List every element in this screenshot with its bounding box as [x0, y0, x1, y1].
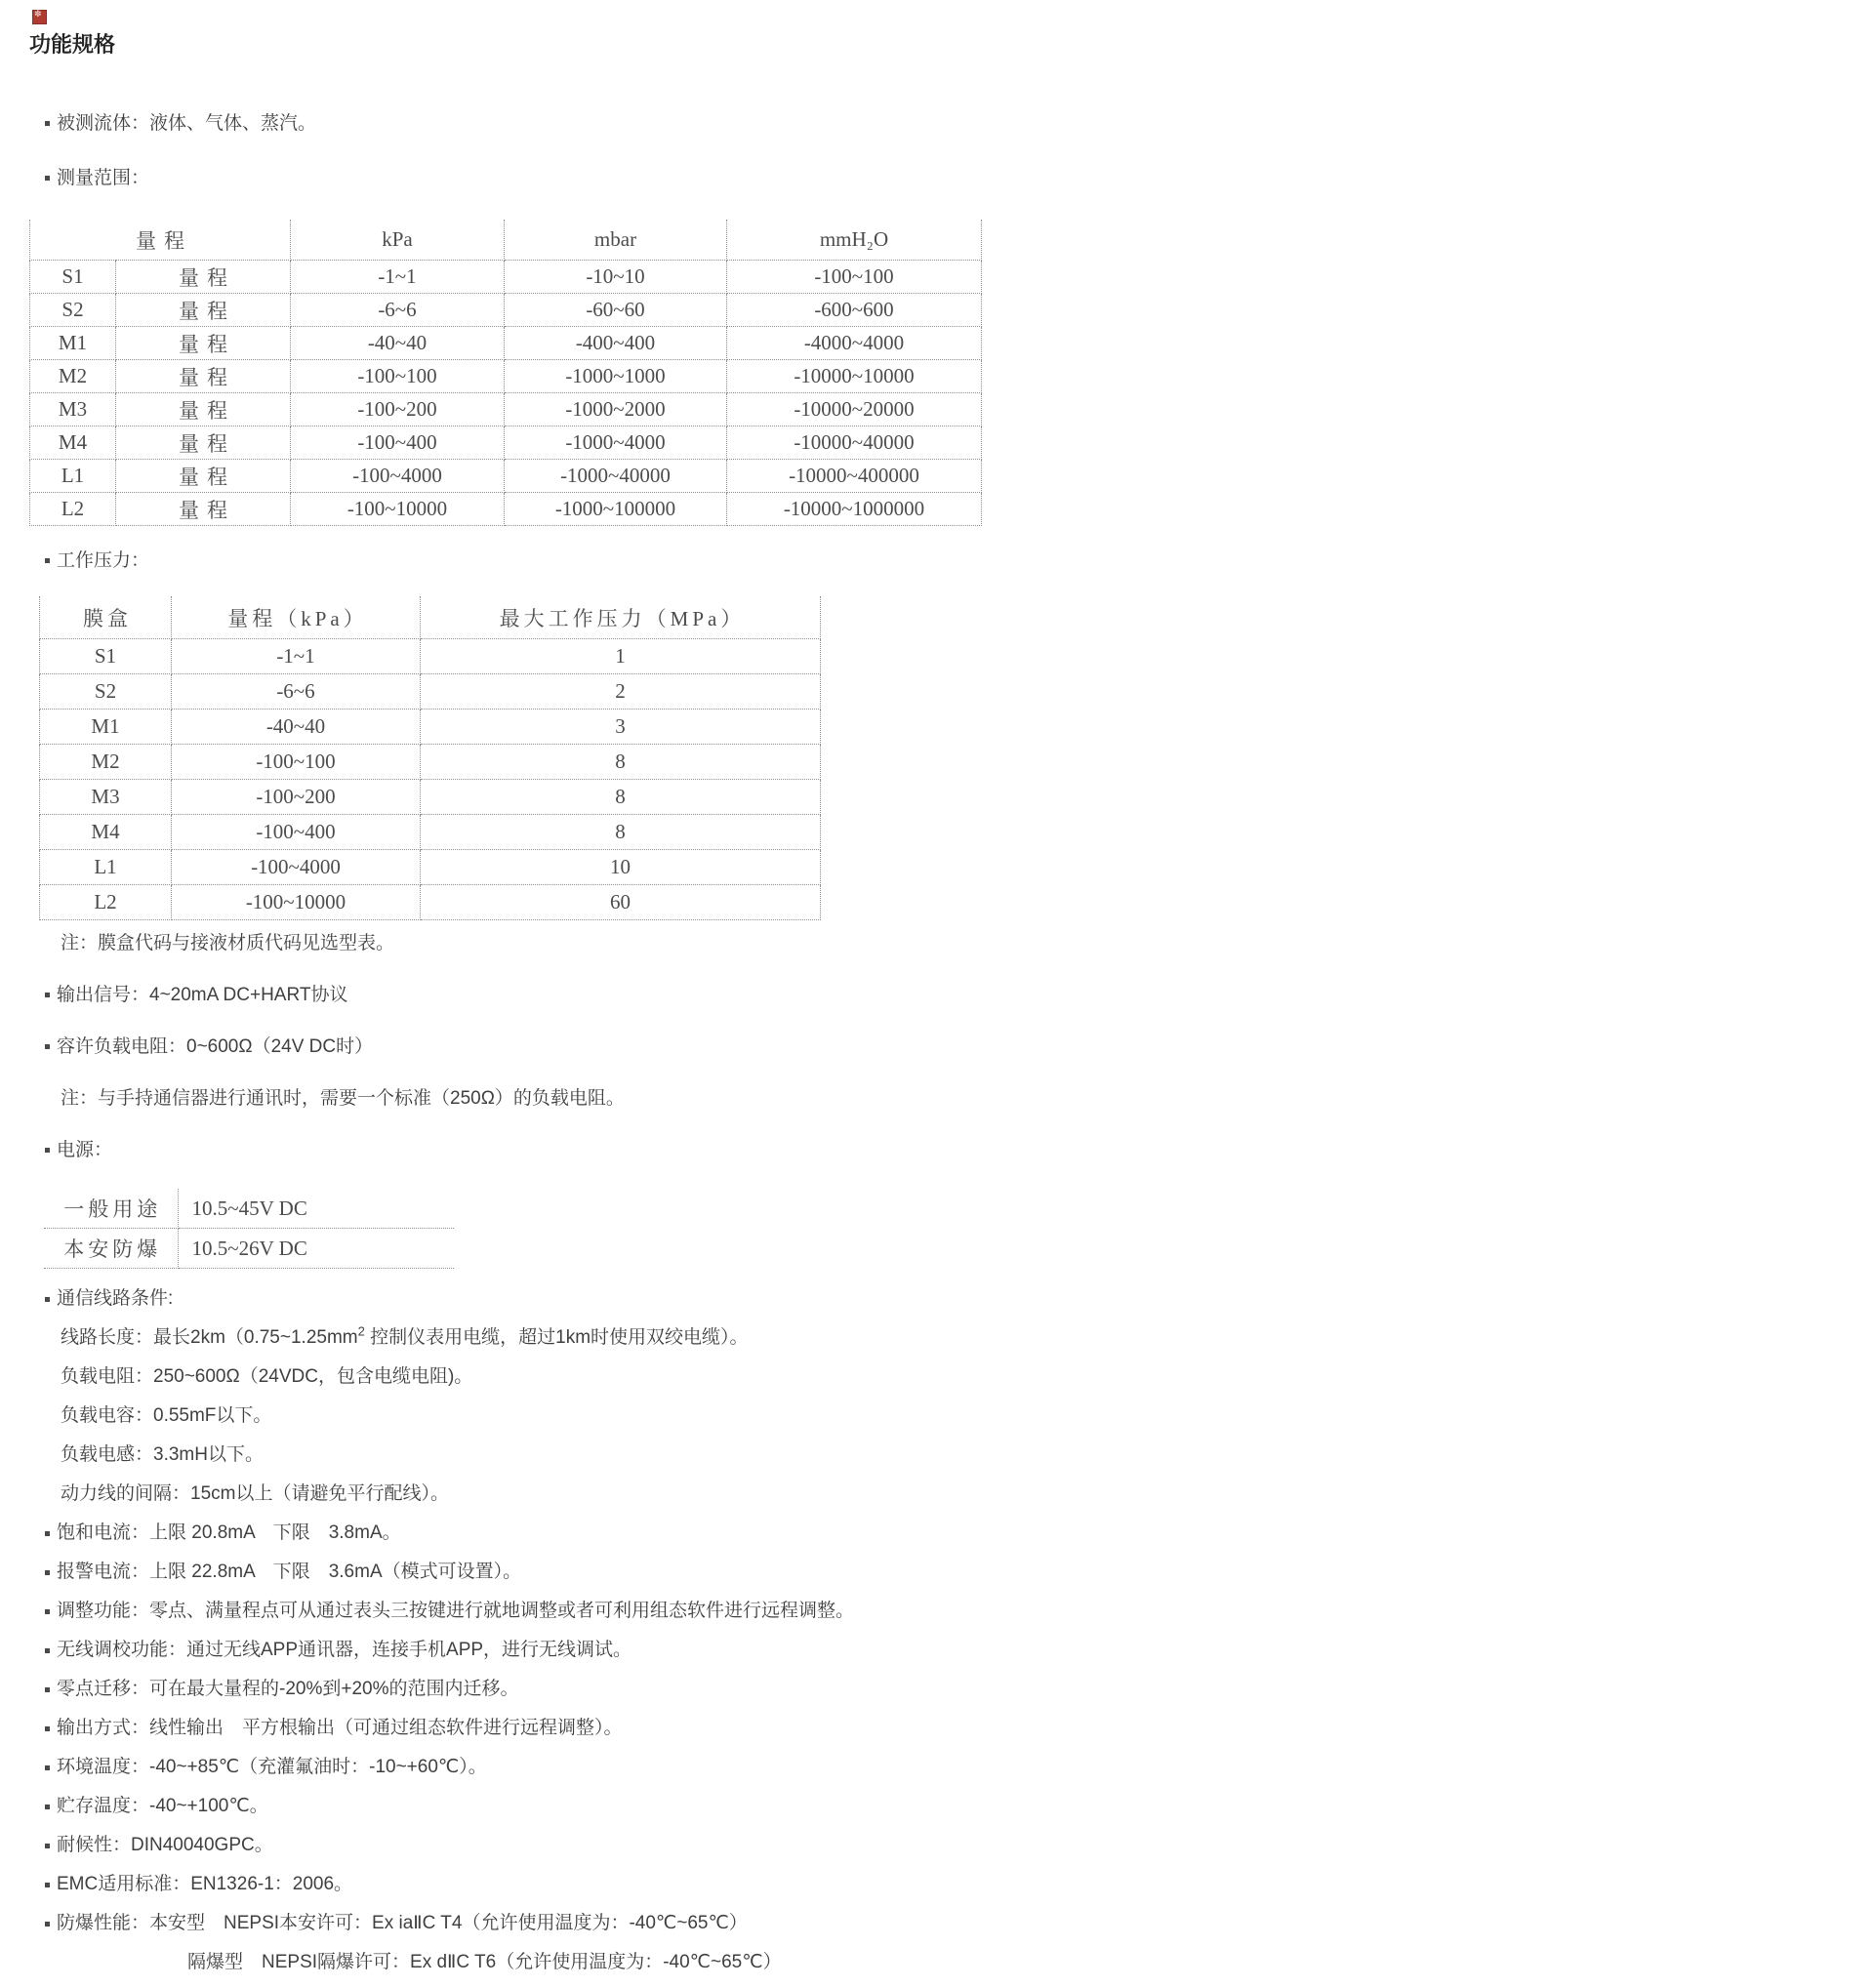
- table-cell: S1: [30, 261, 116, 294]
- table-cell: -100~4000: [291, 460, 505, 493]
- table-cell: -600~600: [727, 294, 982, 327]
- bullet-line: 测量范围：: [29, 165, 1874, 192]
- table-cell: 8: [421, 815, 821, 850]
- table-cell: L2: [30, 493, 116, 526]
- table-row: [30, 460, 982, 493]
- table-row: [30, 393, 982, 426]
- table-row: [44, 1189, 454, 1229]
- table-row: [40, 780, 821, 815]
- bullet-line: 容许负载电阻：0~600Ω（24V DC时）: [29, 1034, 1874, 1060]
- table-cell: 2: [421, 674, 821, 710]
- bullet-line: 饱和电流：上限 20.8mA 下限 3.8mA。: [29, 1521, 1874, 1546]
- table-row: [40, 815, 821, 850]
- table-cell: -60~60: [505, 294, 727, 327]
- table-cell: M3: [40, 780, 172, 815]
- power-table-body: [44, 1189, 454, 1269]
- text-line: 负载电阻：250~600Ω（24VDC，包含电缆电阻)。: [61, 1366, 473, 1387]
- table-cell: 量程: [116, 493, 291, 526]
- table-cell: -10000~10000: [727, 360, 982, 393]
- table-cell: -40~40: [172, 710, 421, 745]
- table-cell: M1: [40, 710, 172, 745]
- table-cell: -1000~2000: [505, 393, 727, 426]
- table-cell: 60: [421, 885, 821, 920]
- bullet-line: 被测流体：液体、气体、蒸汽。: [29, 110, 1874, 138]
- table-cell: -100~100: [291, 360, 505, 393]
- table-cell: 量程: [116, 360, 291, 393]
- table-cell: 1: [421, 639, 821, 674]
- table-cell: 10.5~45V DC: [178, 1189, 454, 1229]
- table-cell: M4: [40, 815, 172, 850]
- pressure-table-header-row: [40, 596, 821, 639]
- table-row: [30, 426, 982, 460]
- table-cell: 10: [421, 850, 821, 885]
- table-cell: -100~400: [172, 815, 421, 850]
- table-row: [40, 674, 821, 710]
- table-cell: M2: [40, 745, 172, 780]
- bullet-line: EMC适用标准：EN1326-1：2006。: [29, 1872, 1874, 1897]
- intro-section: [29, 110, 1874, 192]
- pressure-header-max: 最大工作压力（MPa）: [421, 596, 821, 639]
- table-cell: -10~10: [505, 261, 727, 294]
- table-cell: -40~40: [291, 327, 505, 360]
- table-cell: -10000~40000: [727, 426, 982, 460]
- bullet-line: 通信线路条件:: [29, 1286, 1874, 1312]
- working-pressure-table: [39, 596, 821, 920]
- table-cell: -100~100: [172, 745, 421, 780]
- pressure-table-body: [40, 639, 821, 920]
- table-cell: 量程: [116, 426, 291, 460]
- table-cell: -100~200: [172, 780, 421, 815]
- bullet-line: 无线调校功能：通过无线APP通讯器，连接手机APP，进行无线调试。: [29, 1638, 1874, 1663]
- bullet-line: 贮存温度：-40~+100℃。: [29, 1794, 1874, 1819]
- range-table-header-row: [30, 220, 982, 261]
- table-cell: 量程: [116, 460, 291, 493]
- table-row: [30, 360, 982, 393]
- bullet-line: 输出信号：4~20mA DC+HART协议: [29, 982, 1874, 1008]
- range-header-span: 量程: [30, 220, 291, 261]
- table-cell: -100~400: [291, 426, 505, 460]
- table-row: [40, 710, 821, 745]
- table-cell: -10000~1000000: [727, 493, 982, 526]
- table-cell: -1000~40000: [505, 460, 727, 493]
- table-cell: -100~100: [727, 261, 982, 294]
- table-cell: 8: [421, 745, 821, 780]
- table-cell: -10000~20000: [727, 393, 982, 426]
- table-cell: L1: [30, 460, 116, 493]
- table-cell: -4000~4000: [727, 327, 982, 360]
- spec-list-section: [29, 1286, 1874, 1975]
- bullet-line: 报警电流：上限 22.8mA 下限 3.6mA（模式可设置）。: [29, 1560, 1874, 1585]
- table-row: [30, 261, 982, 294]
- table-cell: 量程: [116, 393, 291, 426]
- table-cell: -6~6: [291, 294, 505, 327]
- table-row: [40, 885, 821, 920]
- text-line: 动力线的间隔：15cm以上（请避免平行配线）。: [61, 1483, 449, 1504]
- bullet-line: 防爆性能：本安型 NEPSI本安许可：Ex iaⅡC T4（允许使用温度为：-40℃~65℃）: [29, 1911, 1874, 1936]
- table-cell: M3: [30, 393, 116, 426]
- table-cell: -10000~400000: [727, 460, 982, 493]
- table-cell: 8: [421, 780, 821, 815]
- table-cell: M1: [30, 327, 116, 360]
- red-marker-icon: [32, 10, 47, 24]
- range-header-mmh2o: mmH₂O: [727, 220, 982, 261]
- working-pressure-section: [29, 548, 1874, 575]
- table-cell: -1~1: [291, 261, 505, 294]
- bullet-line: 输出方式：线性输出 平方根输出（可通过组态软件进行远程调整）。: [29, 1716, 1874, 1741]
- bullet-line: 零点迁移：可在最大量程的-20%到+20%的范围内迁移。: [29, 1677, 1874, 1702]
- table-cell: S1: [40, 639, 172, 674]
- bullet-line: 耐候性：DIN40040GPC。: [29, 1833, 1874, 1858]
- pressure-header-range: 量程（kPa）: [172, 596, 421, 639]
- text-line: 隔爆型 NEPSI隔爆许可：Ex dⅡC T6（允许使用温度为：-40℃~65℃）: [187, 1952, 782, 1972]
- table-cell: 一般用途: [44, 1189, 178, 1229]
- table-row: [44, 1229, 454, 1269]
- table-cell: -6~6: [172, 674, 421, 710]
- bullet-line: 环境温度：-40~+85℃（充灌氟油时：-10~+60℃）。: [29, 1755, 1874, 1780]
- table-cell: -100~10000: [172, 885, 421, 920]
- text-line: 负载电感：3.3mH以下。: [61, 1444, 264, 1465]
- text-line: 注：膜盒代码与接液材质代码见选型表。: [61, 933, 395, 953]
- table-cell: M4: [30, 426, 116, 460]
- table-cell: -400~400: [505, 327, 727, 360]
- pressure-header-box: 膜盒: [40, 596, 172, 639]
- table-cell: -100~200: [291, 393, 505, 426]
- table-row: [30, 493, 982, 526]
- table-cell: M2: [30, 360, 116, 393]
- table-row: [30, 294, 982, 327]
- range-header-kpa: kPa: [291, 220, 505, 261]
- table-row: [40, 850, 821, 885]
- table-cell: -1000~4000: [505, 426, 727, 460]
- text-line: 线路长度：最长$2km(0.75\sim 1.25mm^2$ 控制仪表用电缆，超过1km时使用双绞电缆）。: [61, 1323, 749, 1348]
- measuring-range-table: [29, 220, 982, 526]
- bullet-line: 工作压力：: [29, 548, 1874, 575]
- text-line: 注：与手持通信器进行通讯时，需要一个标准（250Ω）的负载电阻。: [61, 1088, 625, 1109]
- table-cell: S2: [40, 674, 172, 710]
- table-cell: L1: [40, 850, 172, 885]
- mid-spec-section: [29, 930, 1874, 1163]
- table-cell: 3: [421, 710, 821, 745]
- table-row: [40, 639, 821, 674]
- text-line: 负载电容：0.55mF以下。: [61, 1405, 272, 1426]
- table-cell: 10.5~26V DC: [178, 1229, 454, 1269]
- table-cell: -1000~100000: [505, 493, 727, 526]
- table-row: [40, 745, 821, 780]
- table-cell: L2: [40, 885, 172, 920]
- table-cell: -100~4000: [172, 850, 421, 885]
- table-cell: -1000~1000: [505, 360, 727, 393]
- bullet-line: 调整功能：零点、满量程点可从通过表头三按键进行就地调整或者可利用组态软件进行远程调整。: [29, 1599, 1874, 1624]
- range-table-body: [30, 261, 982, 526]
- bullet-line: 电源：: [29, 1137, 1874, 1163]
- table-row: [30, 327, 982, 360]
- table-cell: -1~1: [172, 639, 421, 674]
- table-cell: 量程: [116, 327, 291, 360]
- power-supply-table: [44, 1189, 454, 1269]
- table-cell: S2: [30, 294, 116, 327]
- table-cell: 量程: [116, 294, 291, 327]
- page-title: 功能规格: [29, 32, 116, 57]
- table-cell: 本安防爆: [44, 1229, 178, 1269]
- table-cell: -100~10000: [291, 493, 505, 526]
- range-header-mbar: mbar: [505, 220, 727, 261]
- table-cell: 量程: [116, 261, 291, 294]
